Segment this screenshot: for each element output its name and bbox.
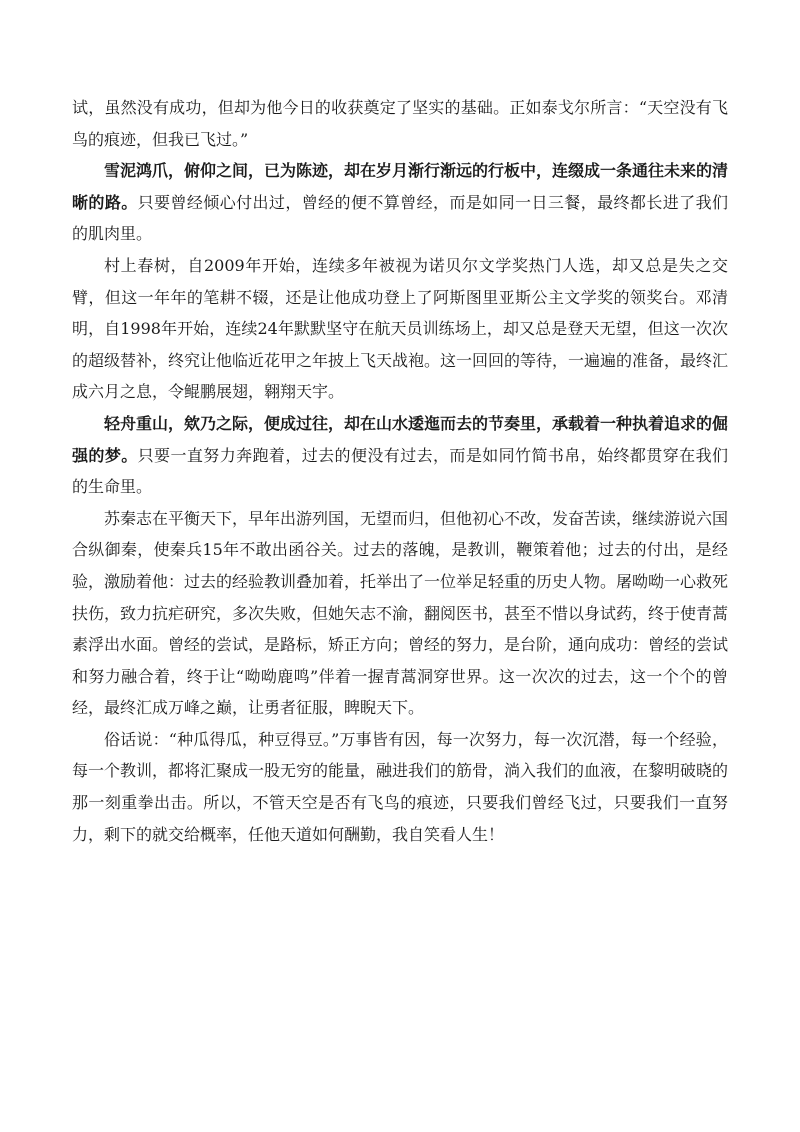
paragraph-text: 苏秦志在平衡天下，早年出游列国，无望而归，但他初心不改，发奋苦读，继续游说六国合纵御秦，使秦兵15年不敢出函谷关。过去的落魄，是教训，鞭策着他；过去的付出，是经验，激励着他：过去的经验教训叠加着，托举出了一位举足轻重的历史人物。屠呦呦一心救死扶伤，致力抗疟研究，多次失败，但她矢志不渝，翻阅医书，甚至不惜以身试药，终于使青蒿素浮出水面。曾经的尝试，是路标，矫正方向；曾经的努力，是台阶，通向成功：曾经的尝试和努力融合着，终于让“呦呦鹿鸣”伴着一握青蒿洞穿世界。这一次次的过去，这一个个的曾经，最终汇成万峰之巅，让勇者征服，睥睨天下。 [72,508,729,718]
paragraph-lead-bold: 轻舟重山，欸乃之际，便成过往，却在山水逶迤而去的节奏里，承载着一种执着追求的倔强的梦。 [72,413,729,465]
paragraph-text: 只要一直努力奔跑着，过去的便没有过去，而是如同竹简书帛，始终都贯穿在我们的生命里。 [72,445,728,497]
paragraph-text: 试，虽然没有成功，但却为他今日的收获奠定了坚实的基础。正如泰戈尔所言：“天空没有飞鸟的痕迹，但我已飞过。” [72,98,728,149]
paragraph-thesis-1 [72,155,728,250]
paragraph-text: 只要曾经倾心付出过，曾经的便不算曾经，而是如同一日三餐，最终都长进了我们的肌肉里。 [72,192,728,244]
paragraph-example-2 [72,503,728,724]
paragraph-continuation [72,92,728,155]
paragraph-text: 俗话说：“种瓜得瓜，种豆得豆。”万事皆有因，每一次努力，每一次沉潜，每一个经验，每一个教训，都将汇聚成一股无穷的能量，融进我们的筋骨，淌入我们的血液，在黎明破晓的那一刻重拳出击。所以，不管天空是否有飞鸟的痕迹，只要我们曾经飞过，只要我们一直努力，剩下的就交给概率，任他天道如何酬勤，我自笑看人生！ [72,729,729,844]
paragraph-lead-bold: 雪泥鸿爪，俯仰之间，已为陈迹，却在岁月渐行渐远的行板中，连缀成一条通往未来的清晰的路。 [72,161,729,212]
paragraph-text: 村上春树，自2009年开始，连续多年被视为诺贝尔文学奖热门人选，却又总是失之交臂，但这一年年的笔耕不辍，还是让他成功登上了阿斯图里亚斯公主文学奖的领奖台。邓清明，自1998年开始，连续24年默默坚守在航天员训练场上，却又总是登天无望，但这一次次的超级替补，终究让他临近花甲之年披上飞天战袍。这一回回的等待，一遍遍的准备，最终汇成六月之息，令鲲鹏展翅，翱翔天宇。 [72,255,729,402]
paragraph-thesis-2 [72,408,728,503]
document-body [72,92,728,850]
paragraph-conclusion [72,724,728,850]
paragraph-example-1 [72,250,728,408]
